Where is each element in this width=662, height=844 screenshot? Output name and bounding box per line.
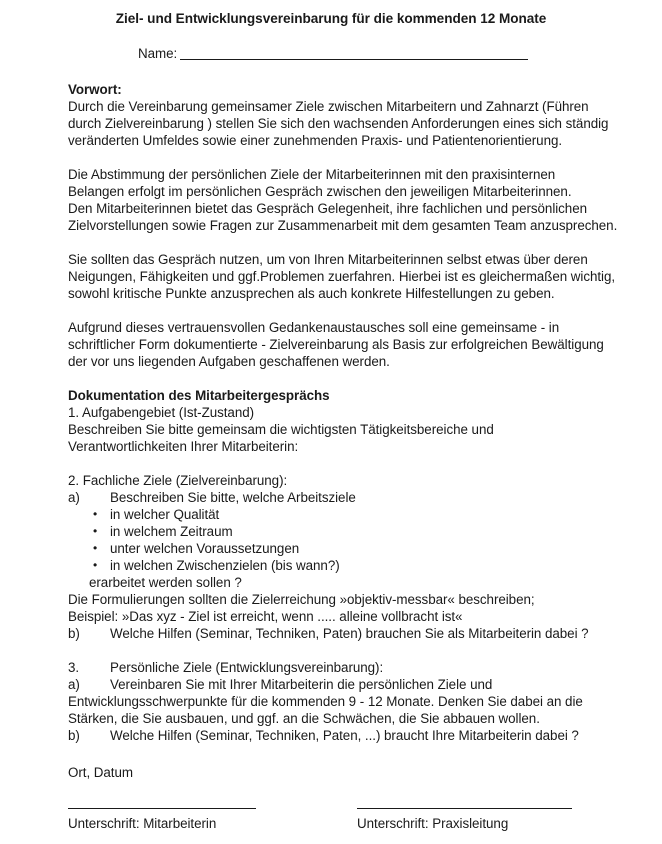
preface-para3-line: Neigungen, Fähigkeiten und ggf.Problemen zuerfahren. Hierbei ist es gleichermaßen wichtig,: [68, 269, 616, 284]
section2-bullet-item: in welchem Zeitraum: [110, 524, 233, 539]
bullet-icon: •: [93, 558, 98, 572]
bullet-icon: •: [93, 524, 98, 538]
section3-a-line: Stärken, die Sie ausbauen, und ggf. an die Schwächen, die Sie abbauen wollen.: [68, 711, 540, 726]
section3-number: 3.: [68, 660, 80, 675]
section2-title: 2. Fachliche Ziele (Zielvereinbarung):: [68, 473, 288, 488]
preface-para2-line: Belangen erfolgt im persönlichen Gespräch zwischen den jeweiligen Mitarbeiterinnen.: [68, 184, 572, 199]
employee-signature-line[interactable]: [68, 808, 256, 809]
preface-para4-line: der vor uns liegenden Aufgaben geschaffenen werden.: [68, 354, 390, 369]
section2-a-text: Beschreiben Sie bitte, welche Arbeitsziele: [110, 490, 356, 505]
section2-note: Die Formulierungen sollten die Zielerreichung »objektiv-messbar« beschreiben;: [68, 592, 535, 607]
section2-bullet-item: in welcher Qualität: [110, 507, 220, 522]
section2-b-text: Welche Hilfen (Seminar, Techniken, Paten) brauchen Sie als Mitarbeiterin dabei ?: [110, 626, 589, 641]
document-title: Ziel- und Entwicklungsvereinbarung für die kommenden 12 Monate: [115, 11, 547, 26]
preface-para2-line: Zielvorstellungen sowie Fragen zur Zusammenarbeit mit dem gesamten Team anzusprechen.: [68, 218, 618, 233]
section2-bullet-item: unter welchen Voraussetzungen: [110, 541, 300, 556]
place-date-label: Ort, Datum: [68, 765, 133, 780]
section3-b-label: b): [68, 728, 80, 743]
section2-a-label: a): [68, 490, 80, 505]
section2-after-bullets: erarbeitet werden sollen ?: [89, 575, 242, 590]
preface-heading: Vorwort:: [68, 82, 122, 97]
section3-a-text: Vereinbaren Sie mit Ihrer Mitarbeiterin die persönlichen Ziele und: [110, 677, 493, 692]
section2-example: Beispiel: »Das xyz - Ziel ist erreicht, wenn ..... alleine vollbracht ist«: [68, 609, 463, 624]
section2-bullet-item: in welchen Zwischenzielen (bis wann?): [110, 558, 340, 573]
preface-para1-line: Durch die Vereinbarung gemeinsamer Ziele zwischen Mitarbeitern und Zahnarzt (Führen: [68, 99, 589, 114]
preface-para1-line: durch Zielvereinbarung ) stellen Sie sich den wachsenden Anforderungen eines sich ständig: [68, 116, 609, 131]
section1-title: 1. Aufgabengebiet (Ist-Zustand): [68, 405, 255, 420]
name-fill-line[interactable]: [180, 59, 528, 60]
preface-para3-line: sowohl kritische Punkte anzusprechen als auch konkrete Hilfestellungen zu geben.: [68, 286, 555, 301]
section1-line: Verantwortlichkeiten Ihrer Mitarbeiterin:: [68, 439, 299, 454]
bullet-icon: •: [93, 507, 98, 521]
bullet-icon: •: [93, 541, 98, 555]
practice-signature-label: Unterschrift: Praxisleitung: [357, 816, 509, 831]
preface-para2-line: Die Abstimmung der persönlichen Ziele der Mitarbeiterinnen mit den praxisinternen: [68, 167, 556, 182]
preface-para4-line: Aufgrund dieses vertrauensvollen Gedankenaustausches soll eine gemeinsame - in: [68, 320, 560, 335]
practice-signature-line[interactable]: [357, 808, 572, 809]
documentation-heading: Dokumentation des Mitarbeitergesprächs: [68, 388, 330, 403]
name-label: Name:: [138, 46, 178, 61]
employee-signature-label: Unterschrift: Mitarbeiterin: [68, 816, 217, 831]
preface-para3-line: Sie sollten das Gespräch nutzen, um von Ihren Mitarbeiterinnen selbst etwas über deren: [68, 252, 588, 267]
section3-a-label: a): [68, 677, 80, 692]
section2-b-label: b): [68, 626, 80, 641]
section1-line: Beschreiben Sie bitte gemeinsam die wichtigsten Tätigkeitsbereiche und: [68, 422, 494, 437]
section3-a-line: Entwicklungsschwerpunkte für die kommenden 9 - 12 Monate. Denken Sie dabei an die: [68, 694, 583, 709]
section3-b-text: Welche Hilfen (Seminar, Techniken, Paten, ...) braucht Ihre Mitarbeiterin dabei ?: [110, 728, 579, 743]
preface-para1-line: veränderten Umfeldes sowie einer zunehmenden Praxis- und Patientenorientierung.: [68, 133, 563, 148]
section3-title: Persönliche Ziele (Entwicklungsvereinbarung):: [110, 660, 384, 675]
preface-para4-line: schriftlicher Form dokumentierte - Zielvereinbarung als Basis zur erfolgreichen Bewältigung: [68, 337, 604, 352]
preface-para2-line: Den Mitarbeiterinnen bietet das Gespräch Gelegenheit, ihre fachlichen und persönlichen: [68, 201, 588, 216]
